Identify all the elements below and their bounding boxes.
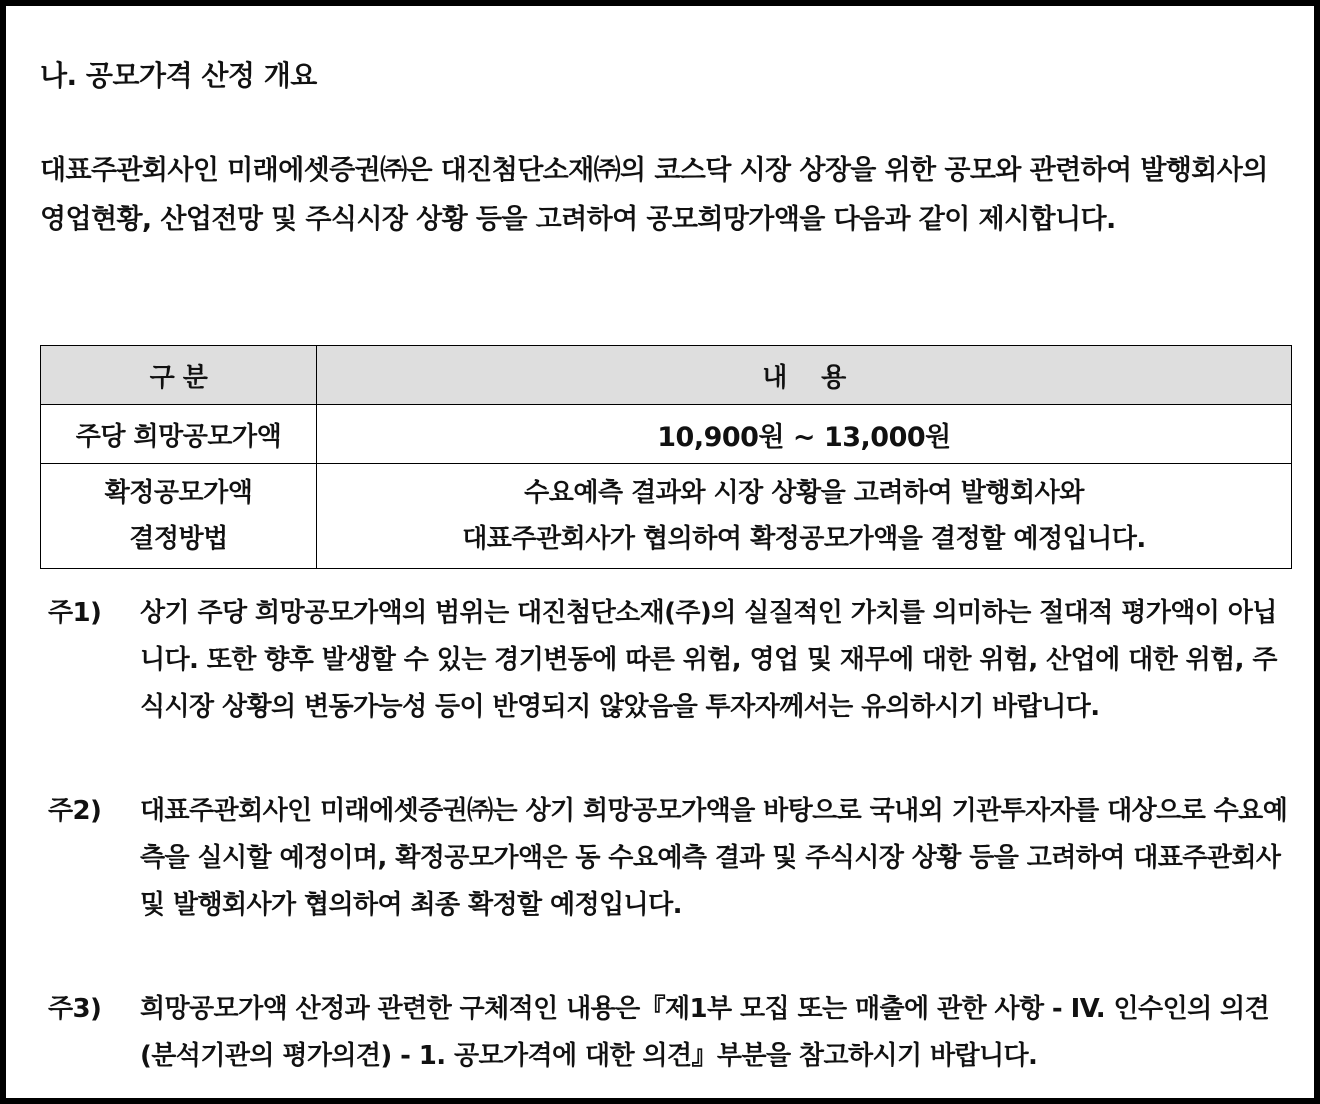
table-header-row [41, 346, 1292, 405]
intro-paragraph: 대표주관회사인 미래에셋증권㈜은 대진첨단소재㈜의 코스닥 시장 상장을 위한 공모와 관련하여 발행회사의 영업현황, 산업전망 및 주식시장 상황 등을 고려하여 공모희망가액을 다음과 같이 제시합니다. [40, 155, 1268, 235]
footnote-text: 대표주관회사인 미래에셋증권㈜는 상기 희망공모가액을 바탕으로 국내외 기관투자자를 대상으로 수요예측을 실시할 예정이며, 확정공모가액은 동 수요예측 결과 및 주식시장 상황 등을 고려하여 대표주관회사 및 발행회사가 협의하여 최종 확정할 예정입니다. [140, 796, 1288, 920]
footnote-text: 희망공모가액 산정과 관련한 구체적인 내용은『제1부 모집 또는 매출에 관한 사항 - IV. 인수인의 의견(분석기관의 평가의견) - 1. 공모가격에 대한 의견』부분을 참고하시기 바랍니다. [140, 994, 1270, 1071]
method-label [41, 464, 317, 569]
method-value-line2: 대표주관회사가 협의하여 확정공모가액을 결정할 예정입니다. [462, 524, 1146, 554]
footnote [40, 788, 1290, 929]
method-value [317, 464, 1292, 569]
footnote-label: 주1) [48, 598, 102, 628]
price-range-label: 주당 희망공모가액 [41, 405, 317, 464]
footnote [40, 590, 1290, 731]
method-label-line2: 결정방법 [129, 524, 228, 554]
section-title: 나. 공모가격 산정 개요 [40, 59, 317, 92]
method-label-line1: 확정공모가액 [104, 478, 253, 508]
header-content: 내 용 [317, 346, 1292, 405]
header-category: 구 분 [41, 346, 317, 405]
footnotes [40, 590, 1290, 1080]
offering-price-table [40, 345, 1292, 569]
footnote [40, 986, 1290, 1080]
price-range-value: 10,900원 ~ 13,000원 [317, 405, 1292, 464]
table-row [41, 405, 1292, 464]
footnote-label: 주2) [48, 796, 102, 826]
footnote-text: 상기 주당 희망공모가액의 범위는 대진첨단소재(주)의 실질적인 가치를 의미하는 절대적 평가액이 아닙니다. 또한 향후 발생할 수 있는 경기변동에 따른 위험, 영업 및 재무에 대한 위험, 산업에 대한 위험, 주식시장 상황의 변동가능성 등이 반영되지 않았음을 투자자께서는 유의하시기 바랍니다. [140, 598, 1277, 722]
method-value-line1: 수요예측 결과와 시장 상황을 고려하여 발행회사와 [524, 478, 1084, 508]
table-row [41, 464, 1292, 569]
footnote-label: 주3) [48, 994, 102, 1024]
